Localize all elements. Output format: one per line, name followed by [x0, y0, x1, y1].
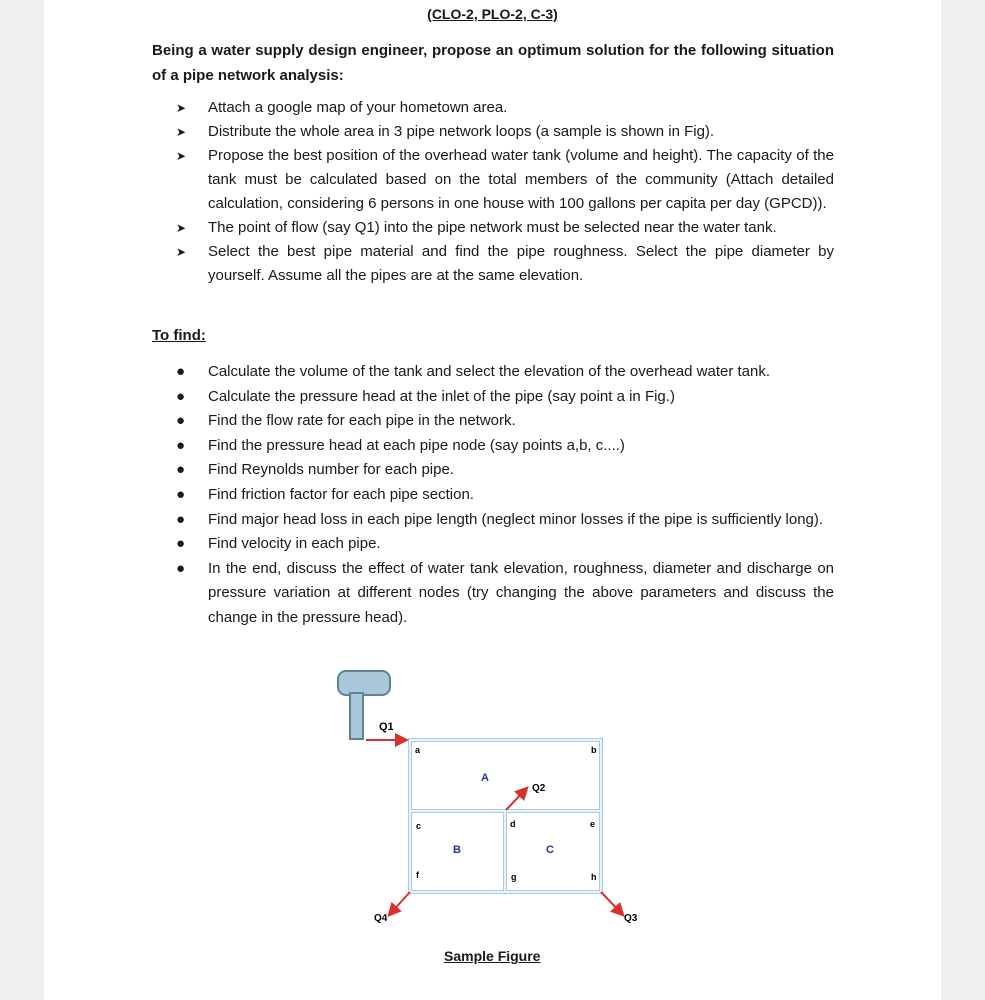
to-find-item: ● Find friction factor for each pipe section. — [172, 483, 834, 508]
loop-b-label: B — [453, 844, 461, 856]
node-b-label: b — [591, 745, 597, 755]
intro-paragraph: Being a water supply design engineer, propose an optimum solution for the following situation of a pipe network analysis: — [152, 42, 834, 84]
task-item: ➤ The point of flow (say Q1) into the pipe network must be selected near the water tank. — [172, 216, 834, 240]
task-item: ➤ Propose the best position of the overhead water tank (volume and height). The capacity of the tank must be calculated based on the total members of the community (Attach detailed calculation, considering 6 persons in one house with 100 gallons per capita per day (GPCD)). — [172, 144, 834, 216]
node-e-label: e — [590, 819, 596, 829]
dot-bullet-icon: ● — [176, 412, 186, 430]
to-find-item: ● Find the pressure head at each pipe node (say points a,b, c....) — [172, 434, 834, 459]
q2-label: Q2 — [532, 783, 546, 794]
arrow-bullet-icon: ➤ — [176, 125, 187, 139]
document-page — [44, 0, 941, 1000]
arrow-bullet-icon: ➤ — [176, 101, 187, 115]
q2-flow-arrow — [506, 789, 526, 810]
pipe-network-figure — [44, 0, 941, 1000]
loop-c-label: C — [546, 844, 554, 856]
to-find-item: ● In the end, discuss the effect of water tank elevation, roughness, diameter and discharge on pressure variation at different nodes (try changing the above parameters and discuss the change in the pressure head). — [172, 557, 834, 631]
task-item: ➤ Attach a google map of your hometown area. — [172, 96, 834, 120]
q3-flow-arrow — [601, 892, 622, 914]
node-d-label: d — [510, 819, 516, 829]
q4-label: Q4 — [374, 913, 388, 924]
dot-bullet-icon: ● — [176, 485, 186, 503]
pipe-grid-inner — [410, 740, 601, 892]
dot-bullet-icon: ● — [176, 436, 186, 454]
task-item: ➤ Distribute the whole area in 3 pipe network loops (a sample is shown in Fig). — [172, 120, 834, 144]
dot-bullet-icon: ● — [176, 461, 186, 479]
node-h-label: h — [591, 872, 597, 882]
node-a-label: a — [415, 745, 421, 755]
dot-bullet-icon: ● — [176, 559, 186, 577]
q3-label: Q3 — [624, 913, 638, 924]
dot-bullet-icon: ● — [176, 535, 186, 553]
to-find-item: ● Find velocity in each pipe. — [172, 532, 834, 557]
to-find-item: ● Find major head loss in each pipe length (neglect minor losses if the pipe is sufficiently long). — [172, 508, 834, 533]
task-item: ➤ Select the best pipe material and find the pipe roughness. Select the pipe diameter by yourself. Assume all the pipes are at the same elevation. — [172, 240, 834, 288]
course-outcome-header: (CLO-2, PLO-2, C-3) — [427, 6, 558, 22]
node-g-label: g — [511, 872, 517, 882]
to-find-heading: To find: — [152, 327, 206, 344]
to-find-item: ● Find the flow rate for each pipe in the network. — [172, 409, 834, 434]
tank-body — [338, 671, 390, 695]
dot-bullet-icon: ● — [176, 510, 186, 528]
figure-caption: Sample Figure — [444, 948, 541, 964]
loop-a-label: A — [481, 772, 489, 784]
dot-bullet-icon: ● — [176, 387, 186, 405]
arrow-bullet-icon: ➤ — [176, 245, 187, 259]
to-find-item: ● Calculate the pressure head at the inlet of the pipe (say point a in Fig.) — [172, 385, 834, 410]
tank-stand — [350, 693, 363, 739]
q4-flow-arrow — [390, 892, 410, 914]
node-c-label: c — [416, 821, 422, 831]
to-find-item: ● Find Reynolds number for each pipe. — [172, 458, 834, 483]
node-f-label: f — [416, 870, 419, 880]
to-find-item: ● Calculate the volume of the tank and select the elevation of the overhead water tank. — [172, 360, 834, 385]
arrow-bullet-icon: ➤ — [176, 221, 187, 235]
arrow-bullet-icon: ➤ — [176, 149, 187, 163]
dot-bullet-icon: ● — [176, 363, 186, 380]
q1-label: Q1 — [379, 721, 394, 733]
